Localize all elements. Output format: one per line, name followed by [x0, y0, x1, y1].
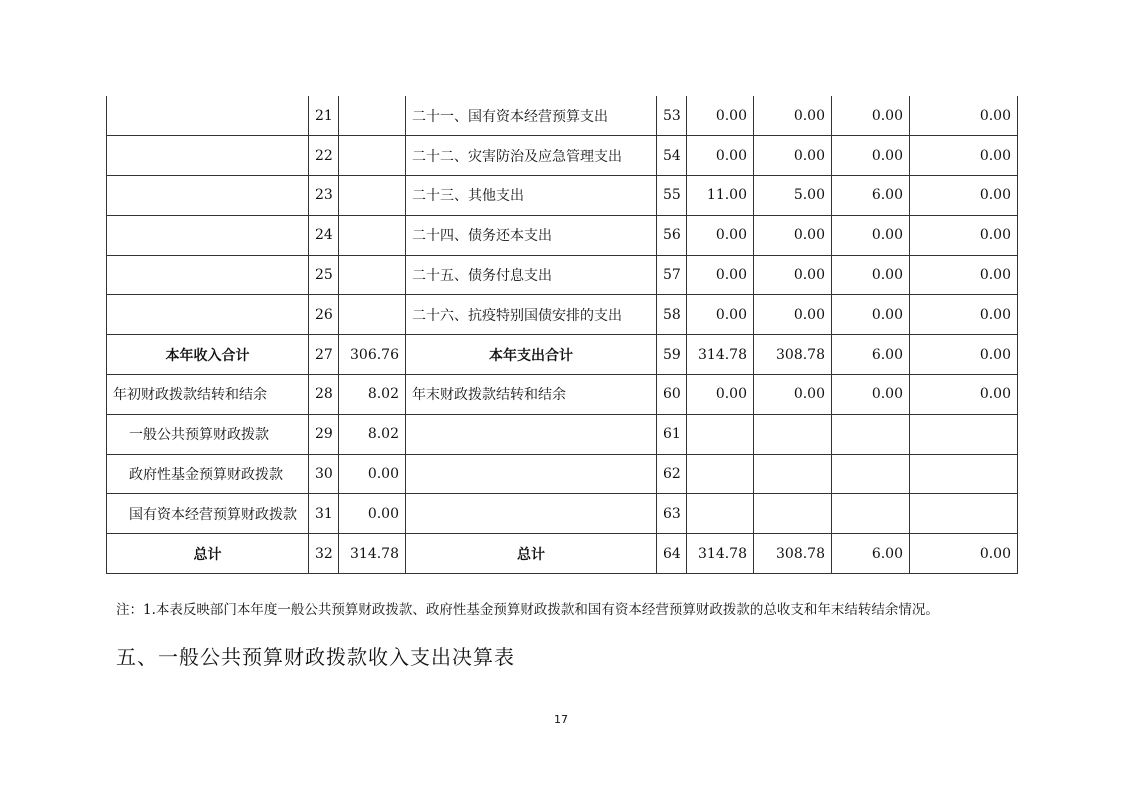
expense-amount-total: 0.00	[687, 136, 754, 176]
table-footnote: 注：1.本表反映部门本年度一般公共预算财政拨款、政府性基金预算财政拨款和国有资本经营预算财政拨款的总收支和年末结转结余情况。	[116, 602, 939, 618]
table-row-annual-total	[107, 335, 1018, 375]
expense-amount-total: 0.00	[687, 295, 754, 335]
expense-amount-state-capital: 0.00	[910, 255, 1018, 295]
expense-line-no: 57	[657, 255, 687, 295]
income-amount	[339, 136, 406, 176]
expense-line-no: 59	[657, 335, 687, 375]
fiscal-appropriation-table	[106, 96, 1018, 574]
expense-amount-total: 0.00	[687, 375, 754, 415]
expense-line-no: 62	[657, 454, 687, 494]
income-item-cell: 总计	[107, 534, 309, 574]
expense-item-cell: 二十四、债务还本支出	[406, 215, 657, 255]
expense-item-cell: 二十二、灾害防治及应急管理支出	[406, 136, 657, 176]
income-item-cell: 政府性基金预算财政拨款	[107, 454, 309, 494]
table-row-grand-total	[107, 534, 1018, 574]
expense-line-no: 63	[657, 494, 687, 534]
expense-amount-total: 0.00	[687, 215, 754, 255]
expense-amount-fund: 6.00	[832, 534, 910, 574]
expense-line-no: 58	[657, 295, 687, 335]
expense-amount-state-capital	[910, 414, 1018, 454]
income-amount	[339, 295, 406, 335]
table-row	[107, 454, 1018, 494]
expense-amount-total	[687, 414, 754, 454]
income-item-cell	[107, 295, 309, 335]
income-line-no: 28	[309, 375, 339, 415]
expense-amount-total: 0.00	[687, 255, 754, 295]
expense-line-no: 60	[657, 375, 687, 415]
income-amount	[339, 176, 406, 216]
income-item-cell: 年初财政拨款结转和结余	[107, 375, 309, 415]
expense-amount-state-capital: 0.00	[910, 375, 1018, 415]
expense-amount-general	[754, 414, 832, 454]
income-item-cell	[107, 136, 309, 176]
expense-amount-state-capital: 0.00	[910, 136, 1018, 176]
expense-amount-total: 11.00	[687, 176, 754, 216]
expense-item-cell: 二十五、债务付息支出	[406, 255, 657, 295]
expense-amount-fund: 0.00	[832, 215, 910, 255]
expense-amount-state-capital: 0.00	[910, 215, 1018, 255]
expense-amount-total	[687, 454, 754, 494]
expense-item-cell	[406, 494, 657, 534]
income-line-no: 25	[309, 255, 339, 295]
income-amount: 306.76	[339, 335, 406, 375]
section-heading: 五、一般公共预算财政拨款收入支出决算表	[116, 645, 515, 669]
income-amount: 314.78	[339, 534, 406, 574]
expense-item-cell: 二十三、其他支出	[406, 176, 657, 216]
expense-amount-state-capital: 0.00	[910, 295, 1018, 335]
table-row	[107, 96, 1018, 136]
table-row	[107, 255, 1018, 295]
expense-amount-state-capital: 0.00	[910, 176, 1018, 216]
expense-amount-general: 5.00	[754, 176, 832, 216]
expense-amount-total: 0.00	[687, 96, 754, 136]
expense-amount-fund	[832, 494, 910, 534]
expense-line-no: 54	[657, 136, 687, 176]
expense-line-no: 61	[657, 414, 687, 454]
table-row	[107, 136, 1018, 176]
expense-amount-fund: 6.00	[832, 335, 910, 375]
table-row	[107, 494, 1018, 534]
expense-line-no: 55	[657, 176, 687, 216]
income-line-no: 32	[309, 534, 339, 574]
income-amount: 0.00	[339, 494, 406, 534]
income-item-cell: 国有资本经营预算财政拨款	[107, 494, 309, 534]
expense-line-no: 56	[657, 215, 687, 255]
expense-amount-fund: 0.00	[832, 295, 910, 335]
expense-item-cell	[406, 454, 657, 494]
expense-item-cell: 二十一、国有资本经营预算支出	[406, 96, 657, 136]
income-amount	[339, 215, 406, 255]
expense-amount-state-capital	[910, 454, 1018, 494]
expense-amount-general	[754, 494, 832, 534]
income-line-no: 31	[309, 494, 339, 534]
expense-amount-general: 0.00	[754, 96, 832, 136]
income-line-no: 26	[309, 295, 339, 335]
expense-amount-general: 0.00	[754, 136, 832, 176]
income-line-no: 22	[309, 136, 339, 176]
table-row	[107, 295, 1018, 335]
income-amount	[339, 255, 406, 295]
income-line-no: 27	[309, 335, 339, 375]
expense-item-cell: 二十六、抗疫特别国债安排的支出	[406, 295, 657, 335]
income-amount: 0.00	[339, 454, 406, 494]
expense-amount-general: 0.00	[754, 255, 832, 295]
expense-line-no: 64	[657, 534, 687, 574]
income-item-cell: 本年收入合计	[107, 335, 309, 375]
income-line-no: 30	[309, 454, 339, 494]
expense-item-cell: 本年支出合计	[406, 335, 657, 375]
income-item-cell	[107, 255, 309, 295]
expense-amount-fund: 0.00	[832, 96, 910, 136]
expense-amount-general: 0.00	[754, 215, 832, 255]
expense-amount-general: 0.00	[754, 295, 832, 335]
expense-item-cell: 年末财政拨款结转和结余	[406, 375, 657, 415]
expense-line-no: 53	[657, 96, 687, 136]
expense-amount-fund: 0.00	[832, 375, 910, 415]
income-line-no: 29	[309, 414, 339, 454]
expense-amount-state-capital: 0.00	[910, 335, 1018, 375]
expense-amount-general	[754, 454, 832, 494]
income-amount	[339, 96, 406, 136]
income-amount: 8.02	[339, 414, 406, 454]
income-amount: 8.02	[339, 375, 406, 415]
expense-amount-state-capital: 0.00	[910, 96, 1018, 136]
income-line-no: 21	[309, 96, 339, 136]
expense-amount-fund	[832, 454, 910, 494]
table-row	[107, 176, 1018, 216]
expense-amount-general: 0.00	[754, 375, 832, 415]
expense-amount-fund	[832, 414, 910, 454]
income-item-cell	[107, 96, 309, 136]
expense-item-cell	[406, 414, 657, 454]
expense-amount-state-capital	[910, 494, 1018, 534]
expense-amount-total	[687, 494, 754, 534]
expense-amount-total: 314.78	[687, 534, 754, 574]
income-item-cell: 一般公共预算财政拨款	[107, 414, 309, 454]
expense-item-cell: 总计	[406, 534, 657, 574]
table-row	[107, 375, 1018, 415]
expense-amount-fund: 0.00	[832, 255, 910, 295]
expense-amount-general: 308.78	[754, 335, 832, 375]
page-number: 17	[554, 713, 568, 726]
expense-amount-fund: 6.00	[832, 176, 910, 216]
table-row	[107, 215, 1018, 255]
expense-amount-general: 308.78	[754, 534, 832, 574]
income-line-no: 24	[309, 215, 339, 255]
expense-amount-state-capital: 0.00	[910, 534, 1018, 574]
table-row	[107, 414, 1018, 454]
income-line-no: 23	[309, 176, 339, 216]
expense-amount-total: 314.78	[687, 335, 754, 375]
income-item-cell	[107, 215, 309, 255]
expense-amount-fund: 0.00	[832, 136, 910, 176]
income-item-cell	[107, 176, 309, 216]
